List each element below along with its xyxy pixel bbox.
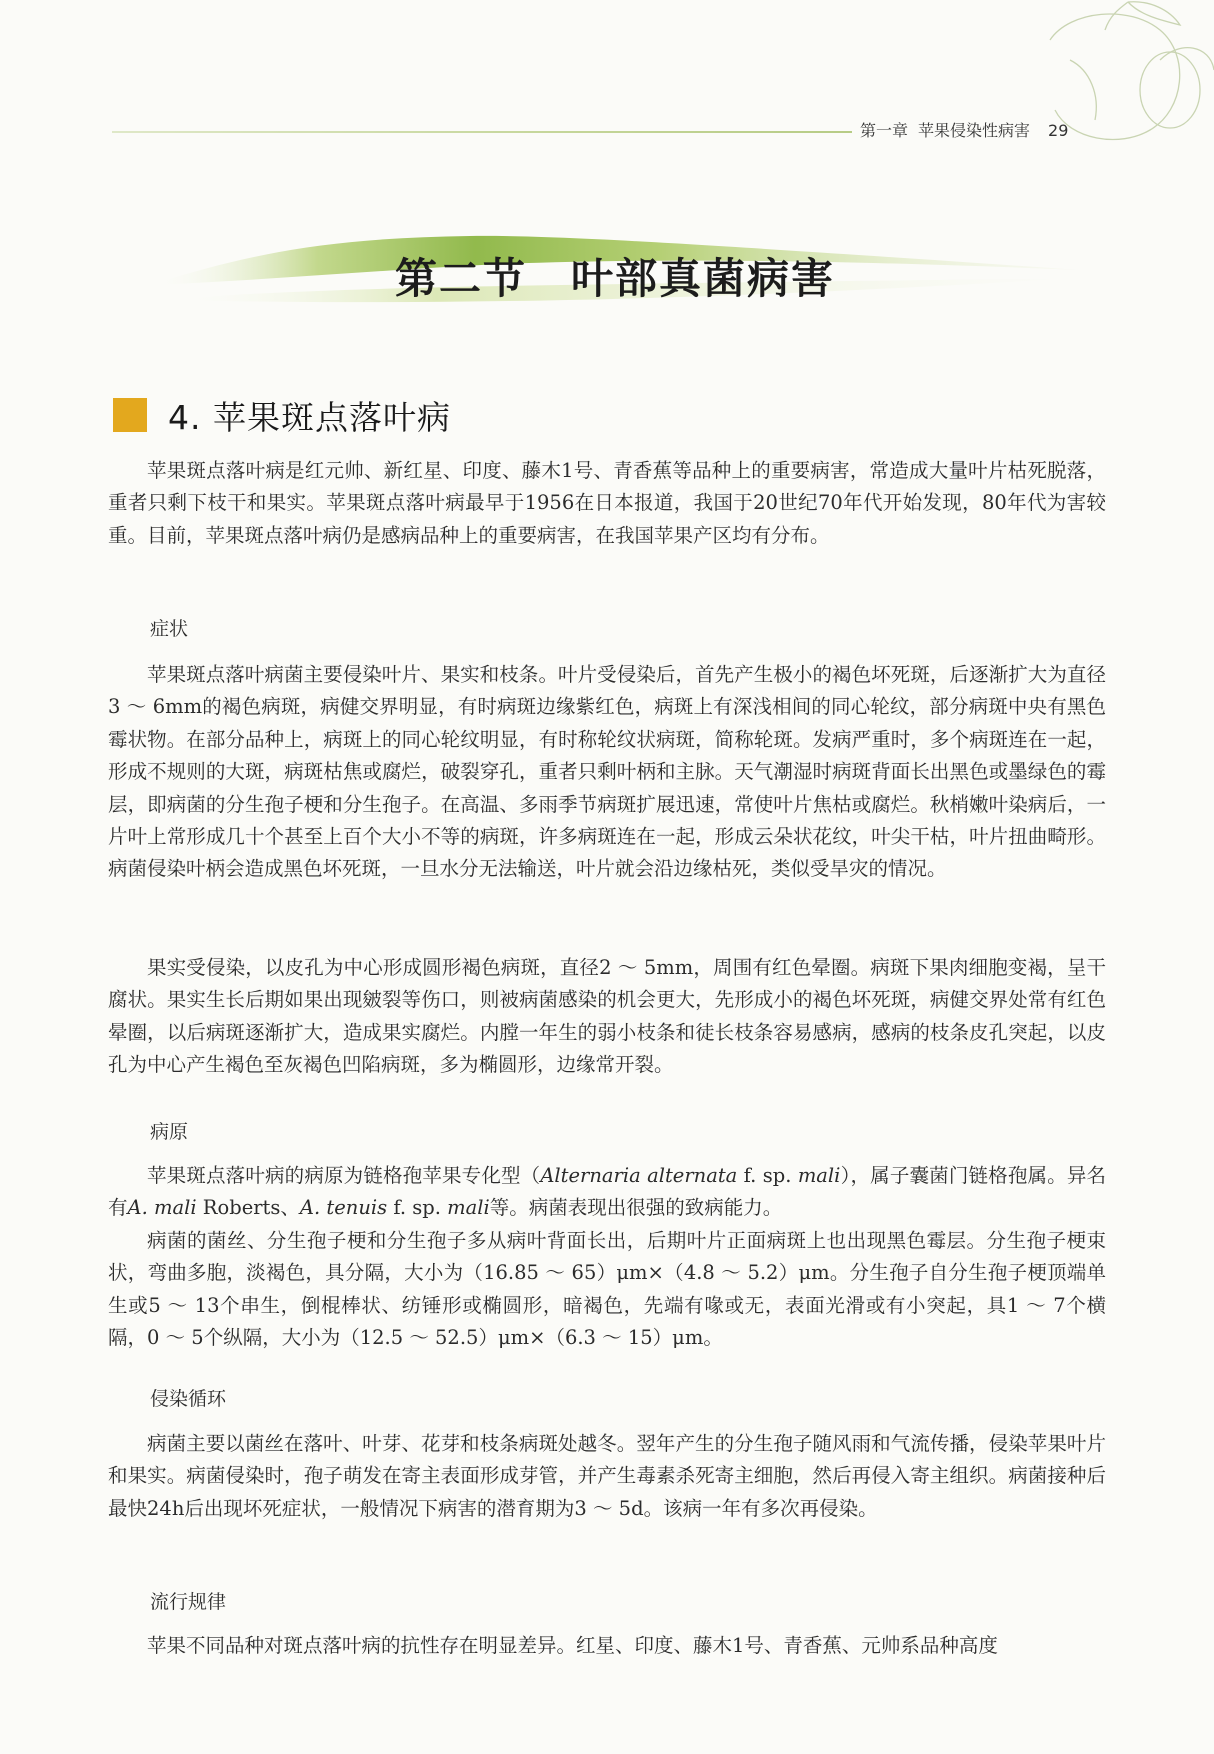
section-title: 第二节 叶部真菌病害 bbox=[395, 254, 836, 303]
page-number: 29 bbox=[1048, 121, 1069, 140]
species-name: A. mali bbox=[127, 1196, 197, 1220]
running-header bbox=[860, 118, 1110, 141]
pathogen-text: 等。病菌表现出很强的致病能力。 bbox=[489, 1196, 783, 1220]
pathogen-text: ），属子囊菌门链格孢属。异名有 bbox=[108, 1164, 1106, 1220]
pathogen-text: f. sp. bbox=[737, 1164, 798, 1187]
intro-paragraph: 苹果斑点落叶病是红元帅、新红星、印度、藤木1号、青香蕉等品种上的重要病害，常造成大量叶片枯死脱落，重者只剩下枝干和果实。苹果斑点落叶病最早于1956在日本报道，我国于20世纪70年代开始发现，80年代为害较重。目前，苹果斑点落叶病仍是感病品种上的重要病害，在我国苹果产区均有分布。 bbox=[108, 459, 1106, 547]
species-name: mali bbox=[447, 1196, 490, 1220]
pathogen-paragraph-1 bbox=[108, 1160, 1106, 1225]
symptoms-heading: 症状 bbox=[150, 618, 189, 640]
epidemiology-paragraph: 苹果不同品种对斑点落叶病的抗性存在明显差异。红星、印度、藤木1号、青香蕉、元帅系品种高度 bbox=[147, 1634, 998, 1657]
subsection-heading: 4. 苹果斑点落叶病 bbox=[168, 398, 451, 437]
pathogen-text: 苹果斑点落叶病的病原为链格孢苹果专化型（ bbox=[147, 1164, 541, 1187]
header-chapter-title: 苹果侵染性病害 bbox=[918, 121, 1031, 140]
epidemiology-heading: 流行规律 bbox=[150, 1591, 227, 1613]
pathogen-text: f. sp. bbox=[387, 1196, 448, 1220]
symptoms-paragraph-1: 苹果斑点落叶病菌主要侵染叶片、果实和枝条。叶片受侵染后，首先产生极小的褐色坏死斑，后逐渐扩大为直径3 ～ 6mm的褐色病斑，病健交界明显，有时病斑边缘紫红色，病斑上有深浅相间的同心轮纹，部分病斑中央有黑色霉状物。在部分品种上，病斑上的同心轮纹明显，有时称轮纹状病斑，简称轮斑。发病严重时，多个病斑连在一起，形成不规则的大斑，病斑枯焦或腐烂，破裂穿孔，重者只剩叶柄和主脉。天气潮湿时病斑背面长出黑色或墨绿色的霉层，即病菌的分生孢子梗和分生孢子。在高温、多雨季节病斑扩展迅速，常使叶片焦枯或腐烂。秋梢嫩叶染病后，一片叶上常形成几十个甚至上百个大小不等的病斑，许多病斑连在一起，形成云朵状花纹，叶尖干枯，叶片扭曲畸形。病菌侵染叶柄会造成黑色坏死斑，一旦水分无法输送，叶片就会沿边缘枯死，类似受旱灾的情况。 bbox=[108, 663, 1106, 881]
pathogen-paragraph-2: 病菌的菌丝、分生孢子梗和分生孢子多从病叶背面长出，后期叶片正面病斑上也出现黑色霉层。分生孢子梗束状，弯曲多胞，淡褐色，具分隔，大小为（16.85 ～ 65）μm×（4.8 ～ 5.2）μm。分生孢子自分生孢子梗顶端单生或5 ～ 13个串生，倒棍棒状、纺锤形或椭圆形，暗褐色，先端有喙或无，表面光滑或有小突起，具1 ～ 7个横隔，0 ～ 5个纵隔，大小为（12.5 ～ 52.5）μm×（6.3 ～ 15）μm。 bbox=[108, 1229, 1106, 1350]
species-name: A. tenuis bbox=[299, 1196, 388, 1220]
pathogen-text: Roberts、 bbox=[196, 1196, 300, 1220]
heading-marker-square bbox=[113, 398, 147, 432]
species-name: Alternaria alternata bbox=[540, 1164, 738, 1187]
symptoms-paragraph-2: 果实受侵染，以皮孔为中心形成圆形褐色病斑，直径2 ～ 5mm，周围有红色晕圈。病斑下果肉细胞变褐，呈干腐状。果实生长后期如果出现皴裂等伤口，则被病菌感染的机会更大，先形成小的褐色坏死斑，病健交界处常有红色晕圈，以后病斑逐渐扩大，造成果实腐烂。内膛一年生的弱小枝条和徒长枝条容易感病，感病的枝条皮孔突起，以皮孔为中心产生褐色至灰褐色凹陷病斑，多为椭圆形，边缘常开裂。 bbox=[108, 956, 1106, 1077]
pathogen-heading: 病原 bbox=[150, 1121, 189, 1143]
header-rule bbox=[112, 131, 852, 133]
infection-cycle-heading: 侵染循环 bbox=[150, 1388, 227, 1410]
header-chapter: 第一章 bbox=[860, 121, 909, 140]
species-name: mali bbox=[797, 1164, 841, 1187]
infection-cycle-paragraph: 病菌主要以菌丝在落叶、叶芽、花芽和枝条病斑处越冬。翌年产生的分生孢子随风雨和气流传播，侵染苹果叶片和果实。病菌侵染时，孢子萌发在寄主表面形成芽管，并产生毒素杀死寄主细胞，然后再侵入寄主组织。病菌接种后最快24h后出现坏死症状，一般情况下病害的潜育期为3 ～ 5d。该病一年有多次再侵染。 bbox=[108, 1432, 1106, 1520]
